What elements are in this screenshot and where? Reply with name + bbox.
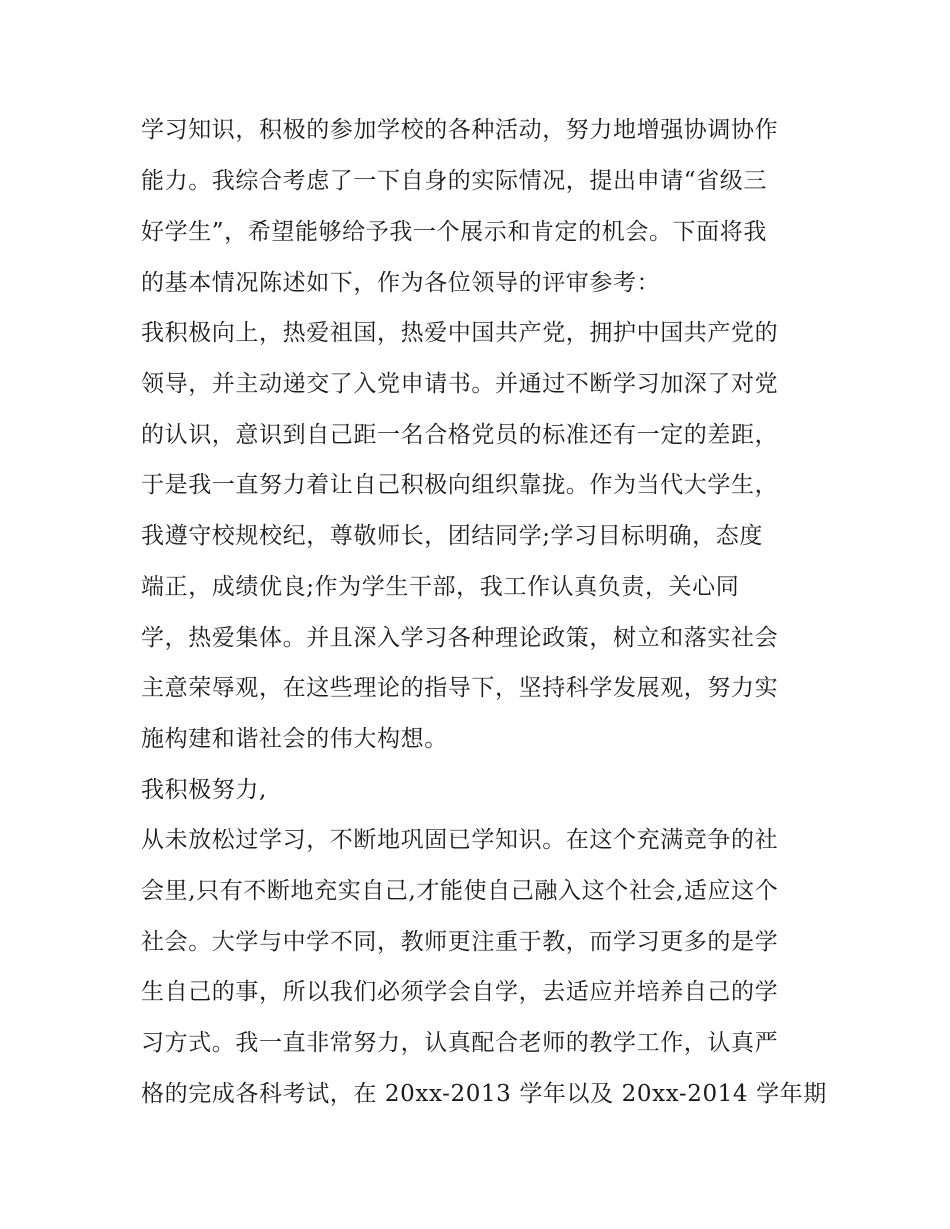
text-line: 我积极向上，热爱祖国，热爱中国共产党，拥护中国共产党的 (141, 320, 779, 346)
text-line: 领导，并主动递交了入党申请书。并通过不断学习加深了对党 (141, 371, 779, 397)
text-line: 格的完成各科考试，在 20xx-2013 学年以及 20xx-2014 学年期 (141, 1081, 827, 1107)
text-line: 我遵守校规校纪，尊敬师长，团结同学;学习目标明确，态度 (141, 523, 763, 549)
text-line: 的基本情况陈述如下，作为各位领导的评审参考： (141, 270, 661, 296)
text-line: 的认识，意识到自己距一名合格党员的标准还有一定的差距， (141, 422, 779, 448)
text-line: 好学生”，希望能够给予我一个展示和肯定的机会。下面将我 (141, 219, 767, 245)
text-line: 学，热爱集体。并且深入学习各种理论政策，树立和落实社会 (141, 625, 779, 651)
text-line: 习方式。我一直非常努力，认真配合老师的教学工作，认真严 (141, 1030, 779, 1056)
text-line: 社会。大学与中学不同，教师更注重于教，而学习更多的是学 (141, 929, 779, 955)
text-line: 端正，成绩优良;作为学生干部，我工作认真负责，关心同 (141, 574, 740, 600)
text-line: 生自己的事，所以我们必须学会自学，去适应并培养自己的学 (141, 979, 779, 1005)
text-line: 学习知识，积极的参加学校的各种活动，努力地增强协调协作 (141, 117, 779, 143)
text-line: 能力。我综合考虑了一下自身的实际情况，提出申请“省级三 (141, 168, 767, 194)
text-line: 主意荣辱观，在这些理论的指导下，坚持科学发展观，努力实 (141, 675, 779, 701)
text-line: 我积极努力, (141, 777, 267, 803)
text-line: 于是我一直努力着让自己积极向组织靠拢。作为当代大学生， (141, 472, 779, 498)
text-line: 从未放松过学习，不断地巩固已学知识。在这个充满竞争的社 (141, 827, 779, 853)
text-line: 会里,只有不断地充实自己,才能使自己融入这个社会,适应这个 (141, 878, 779, 904)
text-line: 施构建和谐社会的伟大构想。 (141, 726, 448, 752)
